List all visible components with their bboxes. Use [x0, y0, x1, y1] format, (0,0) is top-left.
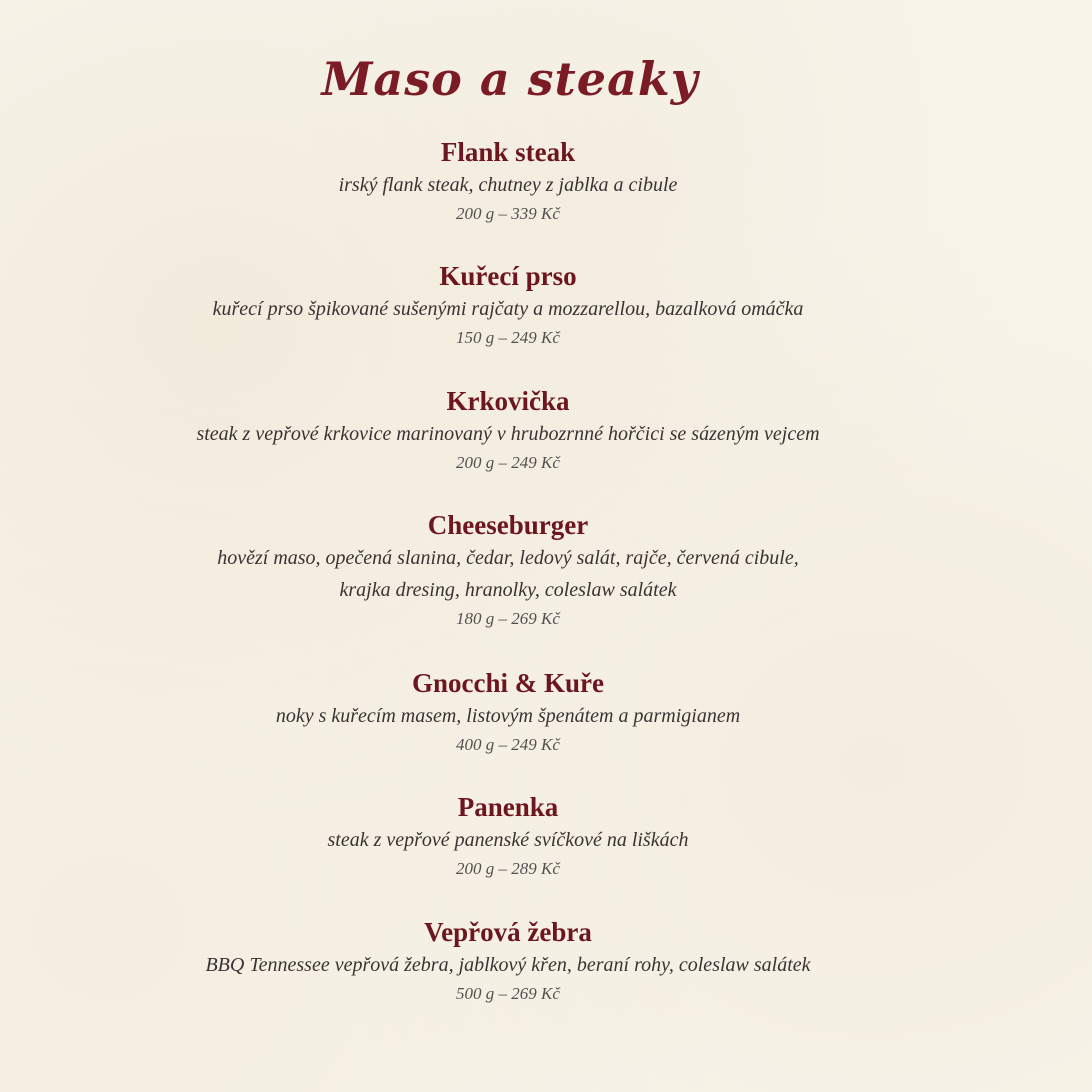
menu-item-krkovicka	[0, 384, 1016, 476]
menu-item-price: 400 g – 249 Kč	[456, 735, 560, 754]
menu-item-description: steak z vepřové panenské svíčkové na liškách	[327, 829, 689, 851]
menu-item-description: hovězí maso, opečená slanina, čedar, ledový salát, rajče, červená cibule,	[217, 547, 799, 569]
menu-item-gnocchi-kure	[0, 666, 1016, 758]
menu-item-name: Vepřová žebra	[424, 917, 592, 947]
menu-item-name: Gnocchi & Kuře	[412, 668, 604, 698]
menu-item-description: BBQ Tennessee vepřová žebra, jablkový křen, beraní rohy, coleslaw salátek	[205, 954, 811, 976]
menu-item-price: 200 g – 249 Kč	[456, 453, 560, 472]
menu-item-description: steak z vepřové krkovice marinovaný v hrubozrnné hořčici se sázeným vejcem	[196, 423, 820, 445]
menu-item-name: Panenka	[457, 792, 559, 822]
menu-item-price: 150 g – 249 Kč	[456, 328, 560, 347]
menu-item-name: Cheeseburger	[427, 510, 589, 540]
menu-item-description-line2: krajka dresing, hranolky, coleslaw salátek	[339, 579, 677, 601]
menu-item-price: 200 g – 289 Kč	[456, 859, 560, 878]
menu-item-cheeseburger	[0, 508, 1016, 632]
menu-item-flank-steak	[0, 135, 1016, 227]
page-title: Maso a steaky	[321, 52, 699, 106]
menu-item-kureci-prso	[0, 259, 1016, 351]
menu-item-description: irský flank steak, chutney z jablka a cibule	[338, 174, 678, 196]
menu-item-price: 180 g – 269 Kč	[456, 609, 560, 628]
menu-item-name: Flank steak	[440, 137, 576, 167]
menu-item-veprova-zebra	[0, 915, 1016, 1007]
menu-item-description: kuřecí prso špikované sušenými rajčaty a mozzarellou, bazalková omáčka	[212, 298, 804, 320]
menu-item-name: Krkovička	[446, 386, 570, 416]
menu-item-panenka	[0, 790, 1016, 882]
menu-item-price: 200 g – 339 Kč	[456, 204, 560, 223]
menu-item-description: noky s kuřecím masem, listovým špenátem a parmigianem	[275, 705, 741, 727]
menu-item-price: 500 g – 269 Kč	[456, 984, 560, 1003]
menu-item-name: Kuřecí prso	[439, 261, 577, 291]
